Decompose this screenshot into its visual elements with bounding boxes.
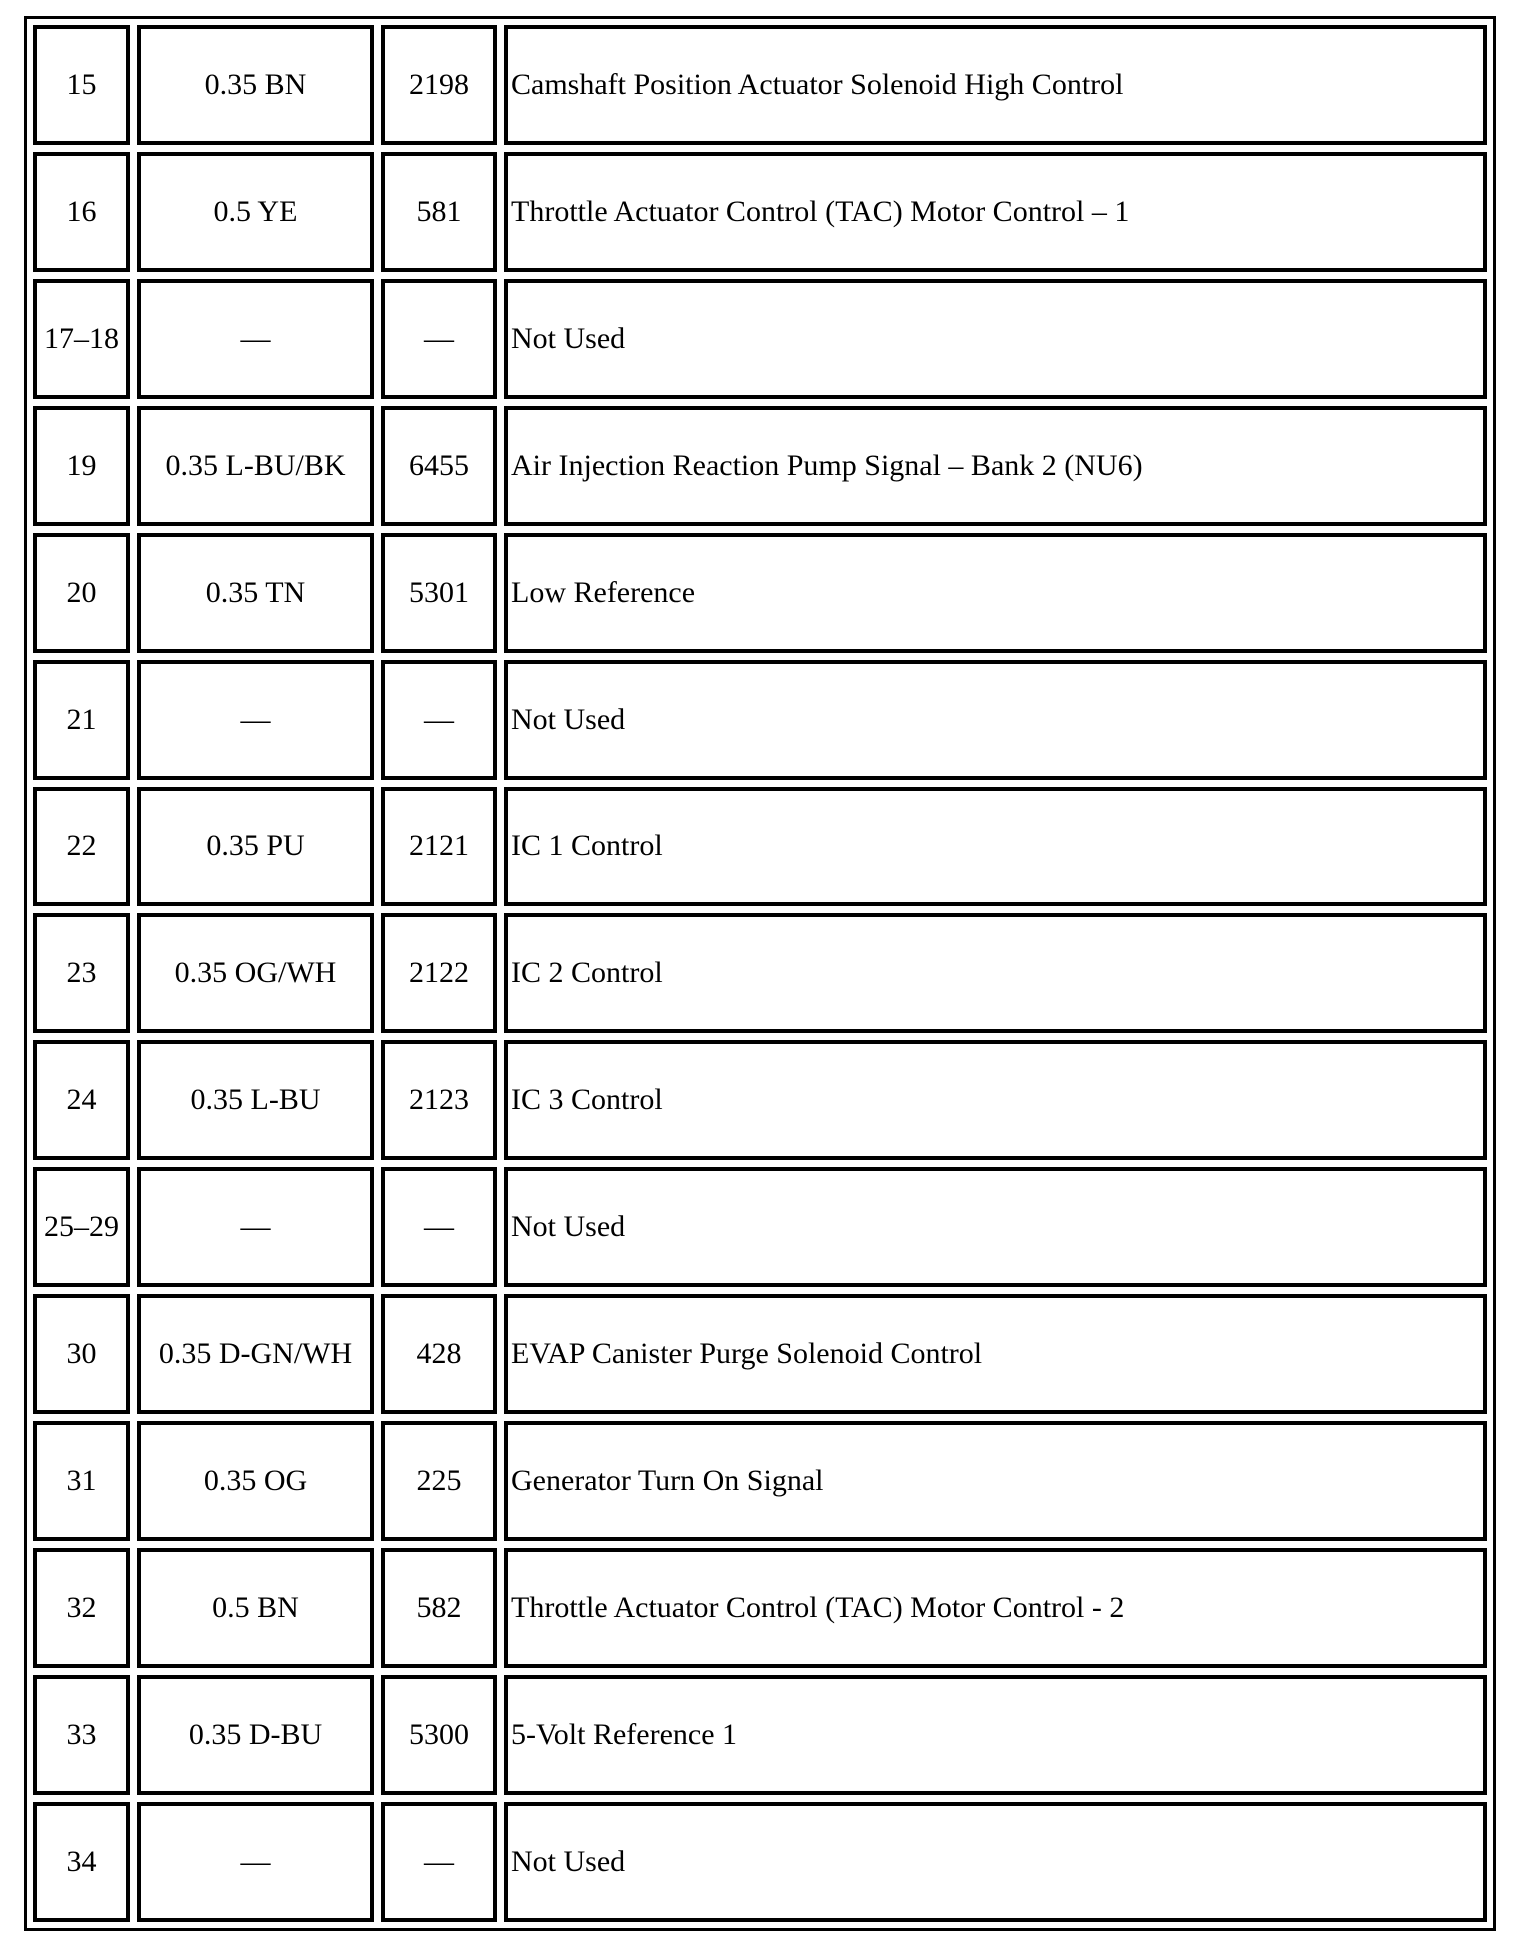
pin-cell: 25–29 — [33, 1167, 130, 1287]
pin-cell: 20 — [33, 533, 130, 653]
circuit-number-cell: 2122 — [381, 913, 497, 1033]
wire-size-color-cell: 0.35 OG — [137, 1421, 374, 1541]
circuit-number-cell: 2123 — [381, 1040, 497, 1160]
pin-cell: 30 — [33, 1294, 130, 1414]
wire-size-color-cell: 0.35 PU — [137, 787, 374, 907]
wire-size-color-cell: — — [137, 1167, 374, 1287]
function-cell: EVAP Canister Purge Solenoid Control — [504, 1294, 1487, 1414]
table-row — [33, 913, 1487, 1033]
circuit-number-cell: — — [381, 1802, 497, 1922]
pin-cell: 32 — [33, 1548, 130, 1668]
pinout-grid — [26, 18, 1494, 1929]
function-cell: IC 3 Control — [504, 1040, 1487, 1160]
function-cell: Low Reference — [504, 533, 1487, 653]
table-row — [33, 279, 1487, 399]
wire-size-color-cell: — — [137, 1802, 374, 1922]
table-row — [33, 406, 1487, 526]
circuit-number-cell: 5300 — [381, 1675, 497, 1795]
pin-cell: 17–18 — [33, 279, 130, 399]
function-cell: IC 2 Control — [504, 913, 1487, 1033]
circuit-number-cell: 2121 — [381, 787, 497, 907]
pin-cell: 22 — [33, 787, 130, 907]
pin-cell: 24 — [33, 1040, 130, 1160]
function-cell: Not Used — [504, 279, 1487, 399]
wire-size-color-cell: 0.35 L-BU — [137, 1040, 374, 1160]
circuit-number-cell: 581 — [381, 152, 497, 272]
function-cell: Throttle Actuator Control (TAC) Motor Control – 1 — [504, 152, 1487, 272]
function-cell: IC 1 Control — [504, 787, 1487, 907]
wire-size-color-cell: 0.35 L-BU/BK — [137, 406, 374, 526]
connector-pinout-table — [24, 16, 1496, 1931]
circuit-number-cell: 6455 — [381, 406, 497, 526]
function-cell: Not Used — [504, 660, 1487, 780]
function-cell: Generator Turn On Signal — [504, 1421, 1487, 1541]
pin-cell: 16 — [33, 152, 130, 272]
function-cell: Not Used — [504, 1802, 1487, 1922]
circuit-number-cell: 428 — [381, 1294, 497, 1414]
wire-size-color-cell: — — [137, 660, 374, 780]
table-row — [33, 1548, 1487, 1668]
wire-size-color-cell: 0.35 OG/WH — [137, 913, 374, 1033]
function-cell: Air Injection Reaction Pump Signal – Bank 2 (NU6) — [504, 406, 1487, 526]
function-cell: Not Used — [504, 1167, 1487, 1287]
table-row — [33, 1294, 1487, 1414]
pin-cell: 31 — [33, 1421, 130, 1541]
function-cell: Throttle Actuator Control (TAC) Motor Control - 2 — [504, 1548, 1487, 1668]
function-cell: 5-Volt Reference 1 — [504, 1675, 1487, 1795]
wire-size-color-cell: 0.35 BN — [137, 25, 374, 145]
function-cell: Camshaft Position Actuator Solenoid High Control — [504, 25, 1487, 145]
table-row — [33, 1167, 1487, 1287]
circuit-number-cell: — — [381, 660, 497, 780]
table-row — [33, 25, 1487, 145]
table-body — [33, 25, 1487, 1922]
table-row — [33, 787, 1487, 907]
circuit-number-cell: 5301 — [381, 533, 497, 653]
wire-size-color-cell: — — [137, 279, 374, 399]
table-row — [33, 1675, 1487, 1795]
circuit-number-cell: — — [381, 1167, 497, 1287]
wire-size-color-cell: 0.35 D-BU — [137, 1675, 374, 1795]
circuit-number-cell: — — [381, 279, 497, 399]
table-row — [33, 1802, 1487, 1922]
pin-cell: 19 — [33, 406, 130, 526]
table-row — [33, 1040, 1487, 1160]
wire-size-color-cell: 0.5 YE — [137, 152, 374, 272]
circuit-number-cell: 2198 — [381, 25, 497, 145]
table-row — [33, 152, 1487, 272]
wire-size-color-cell: 0.5 BN — [137, 1548, 374, 1668]
wire-size-color-cell: 0.35 D-GN/WH — [137, 1294, 374, 1414]
circuit-number-cell: 225 — [381, 1421, 497, 1541]
circuit-number-cell: 582 — [381, 1548, 497, 1668]
pin-cell: 33 — [33, 1675, 130, 1795]
table-row — [33, 1421, 1487, 1541]
pin-cell: 21 — [33, 660, 130, 780]
wire-size-color-cell: 0.35 TN — [137, 533, 374, 653]
pin-cell: 15 — [33, 25, 130, 145]
pin-cell: 34 — [33, 1802, 130, 1922]
pin-cell: 23 — [33, 913, 130, 1033]
table-row — [33, 660, 1487, 780]
table-row — [33, 533, 1487, 653]
